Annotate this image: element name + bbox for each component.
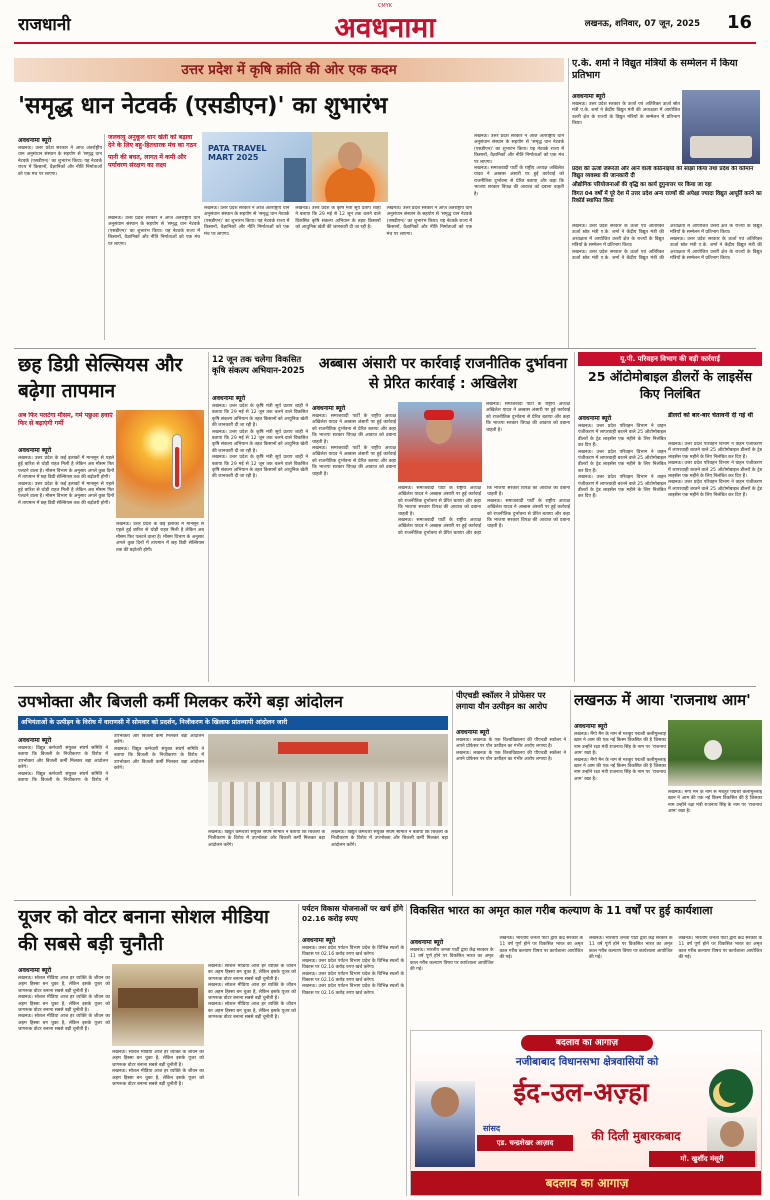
sdn-byline: अवधनामा ब्यूरो	[18, 137, 52, 144]
mango-body: लखनऊ। मैंगो मैन के नाम से मशहूर पद्मश्री कलीमुल्लाह खान ने आम की एक नई किस्म विकसित की है जिसका नाम उन्होंने रक्षा मंत्री राजनाथ सिंह के नाम पर 'राजनाथ आम' रखा है।	[668, 790, 762, 815]
11yrs-lead: लखनऊ। भारतीय जनता पार्टी द्वारा केंद्र सरकार के 11 वर्ष पूर्ण होने पर विकसित भारत का अमृत काल गरीब कल्याण विषय पर कार्यशाला आयोजित की गई।	[678, 936, 762, 961]
dealer-col-rule	[574, 352, 575, 682]
sdn-body-far: लखनऊ। उत्तर प्रदेश सरकार ने आज अंतर्राष्ट्रीय धान अनुसंधान संस्थान के सहयोग से 'समृद्ध धान नेटवर्क (एसडीएन)' का शुभारंभ किया। यह नेटवर्क राज्य में किसानों, वैज्ञानिकों और नीति निर्माताओं को एक मंच पर लाएगा।	[474, 134, 564, 165]
mango-byline: अवधनामा ब्यूरो	[574, 723, 608, 730]
11yrs-lead: लखनऊ। भारतीय जनता पार्टी द्वारा केंद्र सरकार के 11 वर्ष पूर्ण होने पर विकसित भारत का अमृत काल गरीब कल्याण विषय पर कार्यशाला आयोजित की गई।	[499, 936, 583, 961]
masthead-logo: अवधनामा	[334, 11, 436, 40]
protest-headline: उपभोक्ता और बिजली कर्मी मिलकर करेंगे बड़ा आंदोलन	[18, 692, 343, 711]
right-col-rule	[568, 58, 569, 348]
sdn-article-cont	[108, 216, 200, 342]
abbas-body: लखनऊ। समाजवादी पार्टी के राष्ट्रीय अध्यक्ष अखिलेश यादव ने अब्बास अंसारी पर हुई कार्रवाई को राजनीतिक दुर्भावना से प्रेरित बताया और कहा कि भाजपा सरकार विपक्ष की आवाज को दबाना चाहती है।	[486, 402, 570, 433]
protest-body: लखनऊ। विद्युत कर्मचारी संयुक्त संघर्ष समिति ने बताया कि बिजली के निजीकरण के विरोध में उपभोक्ता और बिजली कर्मी मिलकर बड़ा आंदोलन करेंगे।	[208, 830, 325, 848]
11yrs-col-rule	[406, 904, 407, 1196]
tourism-byline: अवधनामा ब्यूरो	[302, 937, 336, 944]
ad-right-name	[649, 1151, 755, 1167]
eid-advertisement	[410, 1030, 762, 1196]
agri-lead: लखनऊ। उत्तर प्रदेश के कृषि मंत्री सूर्य प्रताप शाही ने बताया कि 29 मई से 12 जून तक चलने वाले विकसित कृषि संकल्प अभियान के तहत किसानों को आधुनिक खेती की जानकारी दी जा रही है।	[212, 455, 308, 480]
phd-lead: लखनऊ। लखनऊ के एक विश्वविद्यालय की पीएचडी स्कॉलर ने अपने प्रोफेसर पर यौन उत्पीड़न का गंभीर आरोप लगाया है।	[456, 738, 566, 750]
phd-article	[456, 726, 566, 896]
weather-lead: लखनऊ। उत्तर प्रदेश के कई इलाकों में मानसून से पहले हुई बारिश से थोड़ी राहत मिली है लेकिन अब मौसम फिर पलटने वाला है। मौसम विभाग के अनुसार अगले कुछ दिनों में तापमान में छह डिग्री सेल्सियस तक की बढ़ोतरी होगी।	[18, 456, 114, 481]
abbas-headline: अब्बास अंसारी पर कार्रवाई राजनीतिक दुर्भावना से प्रेरित कार्रवाई : अखिलेश	[318, 356, 568, 392]
ad-top-text: बदलाव का आगाज़	[555, 1038, 619, 1048]
poster-building	[284, 158, 306, 202]
dealer-body: लखनऊ। उत्तर प्रदेश परिवहन विभाग ने वाहन पंजीकरण में लापरवाही बरतने वाले 25 ऑटोमोबाइल डीलरों के ट्रेड लाइसेंस एक महीने के लिए निलंबित कर दिए हैं।	[668, 442, 762, 460]
row-rule-2	[14, 686, 756, 687]
abbas-byline: अवधनामा ब्यूरो	[312, 405, 346, 412]
protest-subhead	[18, 716, 448, 730]
dealer-kicker-text: यू.पी. परिवहन विभाग की बड़ी कार्रवाई	[620, 355, 720, 363]
phd-headline: पीएचडी स्कॉलर ने प्रोफेसर पर लगाया यौन उत्पीड़न का आरोप	[456, 690, 548, 711]
cmyk-marker: CMYK	[377, 3, 393, 9]
ak-headline: ए.के. शर्मा ने विद्युत मंत्रियों के सम्मेलन में किया प्रतिभाग	[572, 58, 738, 81]
ak-photo-people	[690, 136, 752, 158]
sdn-photo-cm	[312, 132, 388, 202]
dealer-article	[578, 412, 666, 682]
voter-article	[18, 964, 110, 1196]
abbas-article-3	[486, 402, 570, 486]
section-label: राजधानी	[18, 15, 71, 35]
dealer-byline: अवधनामा ब्यूरो	[578, 415, 612, 422]
protest-article-2	[208, 830, 448, 896]
agri-byline: अवधनामा ब्यूरो	[212, 395, 246, 402]
dealer-lead: लखनऊ। उत्तर प्रदेश परिवहन विभाग ने वाहन पंजीकरण में लापरवाही बरतने वाले 25 ऑटोमोबाइल डीलरों के ट्रेड लाइसेंस एक महीने के लिए निलंबित कर दिए हैं।	[578, 475, 666, 500]
phd-lead: लखनऊ। लखनऊ के एक विश्वविद्यालय की पीएचडी स्कॉलर ने अपने प्रोफेसर पर यौन उत्पीड़न का गंभीर आरोप लगाया है।	[456, 750, 566, 763]
ad-moon-icon	[709, 1069, 753, 1113]
ad-greeting: ईद-उल-अज़्हा	[513, 1078, 649, 1108]
protest-banner	[278, 742, 368, 754]
ad-constituency: नजीबाबाद विधानसभा क्षेत्रवासियों को	[515, 1056, 659, 1068]
dealer-bullet: डीलरों को बार-बार चेतावनी दी गई थी	[668, 412, 753, 419]
dealer-article-2	[668, 442, 762, 682]
sdn-body: लखनऊ। उत्तर प्रदेश के कृषि मंत्री सूर्य प्रताप शाही ने बताया कि 29 मई से 12 जून तक चलने वाले विकसित कृषि संकल्प अभियान के तहत किसानों को आधुनिक खेती की जानकारी दी जा रही है।	[295, 206, 381, 231]
abbas-body: लखनऊ। समाजवादी पार्टी के राष्ट्रीय अध्यक्ष अखिलेश यादव ने अब्बास अंसारी पर हुई कार्रवाई को राजनीतिक दुर्भावना से प्रेरित बताया और कहा कि भाजपा सरकार विपक्ष की आवाज को दबाना चाहती है।	[487, 498, 570, 530]
11yrs-lead: लखनऊ। भारतीय जनता पार्टी द्वारा केंद्र सरकार के 11 वर्ष पूर्ण होने पर विकसित भारत का अमृत काल गरीब कल्याण विषय पर कार्यशाला आयोजित की गई।	[589, 936, 673, 961]
mango-lead: लखनऊ। मैंगो मैन के नाम से मशहूर पद्मश्री कलीमुल्लाह खान ने आम की एक नई किस्म विकसित की है जिसका नाम उन्होंने रक्षा मंत्री राजनाथ सिंह के नाम पर 'राजनाथ आम' रखा है।	[574, 757, 666, 782]
weather-bullet	[18, 412, 114, 442]
protest-lead: लखनऊ। विद्युत कर्मचारी संयुक्त संघर्ष समिति ने बताया कि बिजली के निजीकरण के विरोध में उपभोक्ता और बिजली कर्मी मिलकर बड़ा आंदोलन करेंगे।	[114, 746, 204, 772]
weather-article	[18, 444, 114, 680]
ak-bullet: विगत 04 वर्षों में पूरे देश में उत्तर प्रदेश अन्य राज्यों की अपेक्षा ज्यादा विद्युत आपूर्ति करने का रिकॉर्ड स्थापित किया	[572, 191, 762, 204]
tourism-col-rule	[298, 904, 299, 1196]
protest-lead: लखनऊ। विद्युत कर्मचारी संयुक्त संघर्ष समिति ने बताया कि बिजली के निजीकरण के विरोध में उपभोक्ता और बिजली कर्मी मिलकर बड़ा आंदोलन करेंगे।	[18, 746, 108, 771]
dealer-lead: लखनऊ। उत्तर प्रदेश परिवहन विभाग ने वाहन पंजीकरण में लापरवाही बरतने वाले 25 ऑटोमोबाइल डीलरों के ट्रेड लाइसेंस एक महीने के लिए निलंबित कर दिए हैं।	[578, 424, 666, 449]
protest-byline: अवधनामा ब्यूरो	[18, 737, 52, 744]
tourism-lead: लखनऊ। उत्तर प्रदेश पर्यटन विभाग प्रदेश के विभिन्न स्थलों के विकास पर 02.16 करोड़ रुपए खर्च करेगा।	[302, 946, 404, 958]
mango-col-rule	[570, 690, 571, 896]
agri-lead: लखनऊ। उत्तर प्रदेश के कृषि मंत्री सूर्य प्रताप शाही ने बताया कि 29 मई से 12 जून तक चलने वाले विकसित कृषि संकल्प अभियान के तहत किसानों को आधुनिक खेती की जानकारी दी जा रही है।	[212, 404, 308, 429]
11yrs-byline: अवधनामा ब्यूरो	[410, 939, 444, 946]
abbas-body: लखनऊ। समाजवादी पार्टी के राष्ट्रीय अध्यक्ष अखिलेश यादव ने अब्बास अंसारी पर हुई कार्रवाई को राजनीतिक दुर्भावना से प्रेरित बताया और कहा कि भाजपा सरकार विपक्ष की आवाज को दबाना चाहती है।	[398, 486, 481, 517]
sdn-headline: 'समृद्ध धान नेटवर्क (एसडीएन)' का शुभारंभ	[18, 93, 388, 119]
ak-body: लखनऊ। उत्तर प्रदेश सरकार के ऊर्जा एवं अतिरिक्त ऊर्जा स्रोत मंत्री ए.के. शर्मा ने केंद्रीय विद्युत मंत्री की अध्यक्षता में आयोजित उत्तरी क्षेत्र के राज्यों के विद्युत मंत्रियों के सम्मेलन में प्रतिभाग किया।	[670, 236, 762, 262]
ak-bullet: औद्योगिक परियोजनाओं की वृद्धि का कार्य दुगुनात्तर पर किया जा रहा	[572, 182, 712, 188]
section-banner	[14, 58, 564, 82]
agri-headline: 12 जून तक चलेगा विकसित कृषि संकल्प अभियान-2025	[212, 354, 305, 375]
cm-head	[338, 142, 362, 170]
mango-lead: लखनऊ। मैंगो मैन के नाम से मशहूर पद्मश्री कलीमुल्लाह खान ने आम की एक नई किस्म विकसित की है जिसका नाम उन्होंने रक्षा मंत्री राजनाथ सिंह के नाम पर 'राजनाथ आम' रखा है।	[574, 732, 666, 757]
tourism-headline: पर्यटन विकास योजनाओं पर खर्च होंगे 02.16 करोड़ रुपए	[302, 904, 403, 923]
abbas-body: लखनऊ। समाजवादी पार्टी के राष्ट्रीय अध्यक्ष अखिलेश यादव ने अब्बास अंसारी पर हुई कार्रवाई को राजनीतिक दुर्भावना से प्रेरित बताया और कहा कि भाजपा सरकार विपक्ष की आवाज को दबाना चाहती है।	[398, 486, 570, 536]
ak-article-2	[572, 224, 762, 342]
protest-photo	[208, 734, 448, 826]
11yrs-article	[410, 936, 762, 1028]
voter-body: लखनऊ। सोशल मीडिया आज हर व्यक्ति के जीवन का अहम हिस्सा बन चुका है, लेकिन इसके यूजर को जागरूक वोटर बनाना सबसे बड़ी चुनौती है।	[208, 1002, 296, 1021]
banner-text: उत्तर प्रदेश में कृषि क्रांति की ओर एक कदम	[181, 62, 397, 78]
abbas-photo	[398, 402, 482, 482]
sdn-body: लखनऊ। उत्तर प्रदेश सरकार ने आज अंतर्राष्ट्रीय धान अनुसंधान संस्थान के सहयोग से 'समृद्ध धान नेटवर्क (एसडीएन)' का शुभारंभ किया। यह नेटवर्क राज्य में किसानों, वैज्ञानिकों और नीति निर्माताओं को एक मंच पर लाएगा।	[386, 206, 472, 237]
ak-photo	[682, 90, 760, 164]
sdn-article	[18, 134, 102, 344]
row-rule-1	[14, 348, 756, 349]
voter-body: लखनऊ। सोशल मीडिया आज हर व्यक्ति के जीवन का अहम हिस्सा बन चुका है, लेकिन इसके यूजर को जागरूक वोटर बनाना सबसे बड़ी चुनौती है।	[208, 964, 296, 982]
sdn-col-rule	[104, 134, 105, 340]
sdn-bullet: जलवायु अनुकूल धान खेती को बढ़ावा देने के लिए बहु-हितधारक मंच का गठन	[108, 134, 197, 149]
voter-panel	[118, 988, 198, 1008]
mango-article	[574, 720, 666, 896]
weather-lead: लखनऊ। उत्तर प्रदेश के कई इलाकों में मानसून से पहले हुई बारिश से थोड़ी राहत मिली है लेकिन अब मौसम फिर पलटने वाला है। मौसम विभाग के अनुसार अगले कुछ दिनों में तापमान में छह डिग्री सेल्सियस तक की बढ़ोतरी होगी।	[18, 481, 114, 506]
sdn-article-far	[474, 134, 564, 342]
sdn-bullet: पानी की बचत, लागत में कमी और पर्यावरण संरक्षण का लक्ष्य	[108, 154, 187, 169]
voter-body: लखनऊ। सोशल मीडिया आज हर व्यक्ति के जीवन का अहम हिस्सा बन चुका है, लेकिन इसके यूजर को जागरूक वोटर बनाना सबसे बड़ी चुनौती है।	[208, 983, 296, 1002]
weather-body: लखनऊ। उत्तर प्रदेश के कई इलाकों में मानसून से पहले हुई बारिश से थोड़ी राहत मिली है लेकिन अब मौसम फिर पलटने वाला है। मौसम विभाग के अनुसार अगले कुछ दिनों में तापमान में छह डिग्री सेल्सियस तक की बढ़ोतरी होगी।	[116, 522, 204, 553]
mango-article-2	[668, 790, 762, 896]
ad-left-name	[477, 1135, 573, 1151]
ad-left-portrait	[415, 1081, 475, 1167]
poster-text: PATA TRAVEL MART 2025	[208, 144, 267, 162]
protest-subhead-text: अभियंताओं के उत्पीड़न के विरोध में वाराणसी में सोमवार को प्रदर्शन, निजीकरण के खिलाफ प्रांतव्यापी आंदोलन जारी	[21, 719, 288, 726]
protest-article	[18, 734, 204, 894]
weather-photo	[116, 410, 204, 518]
weather-bullet-text: अब फिर पलटेगा मौसम, गर्म पछुआ हवाएं फिर से बढ़ाएंगी गर्मी	[18, 412, 113, 427]
ad-left-name-text: एड. चन्द्रशेखर आज़ाद	[496, 1139, 554, 1147]
dealer-body: लखनऊ। उत्तर प्रदेश परिवहन विभाग ने वाहन पंजीकरण में लापरवाही बरतने वाले 25 ऑटोमोबाइल डीलरों के ट्रेड लाइसेंस एक महीने के लिए निलंबित कर दिए हैं।	[668, 480, 762, 499]
weather-headline: छह डिग्री सेल्सियस और बढ़ेगा तापमान	[18, 354, 183, 402]
voter-photo	[112, 964, 204, 1046]
masthead-rule	[14, 42, 756, 44]
weather-byline: अवधनामा ब्यूरो	[18, 447, 52, 454]
abbas-lead: लखनऊ। समाजवादी पार्टी के राष्ट्रीय अध्यक्ष अखिलेश यादव ने अब्बास अंसारी पर हुई कार्रवाई को राजनीतिक दुर्भावना से प्रेरित बताया और कहा कि भाजपा सरकार विपक्ष की आवाज को दबाना चाहती है।	[312, 414, 396, 445]
ak-lead: लखनऊ। उत्तर प्रदेश सरकार के ऊर्जा एवं अतिरिक्त ऊर्जा स्रोत मंत्री ए.के. शर्मा ने केंद्रीय विद्युत मंत्री की अध्यक्षता में आयोजित उत्तरी क्षेत्र के राज्यों के विद्युत मंत्रियों के सम्मेलन में प्रतिभाग किया।	[572, 102, 680, 127]
voter-article-2	[112, 1050, 204, 1196]
page-number: 16	[726, 12, 752, 33]
ad-wish: की दिली मुबारकबाद	[591, 1129, 681, 1143]
ak-body: लखनऊ। उत्तर प्रदेश सरकार के ऊर्जा एवं अतिरिक्त ऊर्जा स्रोत मंत्री ए.के. शर्मा ने केंद्रीय विद्युत मंत्री की अध्यक्षता में आयोजित उत्तरी क्षेत्र के राज्यों के विद्युत मंत्रियों के सम्मेलन में प्रतिभाग किया।	[572, 224, 664, 249]
ad-footer	[411, 1171, 762, 1195]
sdn-body: लखनऊ। उत्तर प्रदेश सरकार ने आज अंतर्राष्ट्रीय धान अनुसंधान संस्थान के सहयोग से 'समृद्ध धान नेटवर्क (एसडीएन)' का शुभारंभ किया। यह नेटवर्क राज्य में किसानों, वैज्ञानिकों और नीति निर्माताओं को एक मंच पर लाएगा।	[204, 206, 290, 237]
11yrs-headline: विकसित भारत का अमृत काल गरीब कल्याण के 11 वर्षों पर हुई कार्यशाला	[410, 904, 713, 917]
weather-article-2	[116, 522, 204, 680]
11yrs-lead: लखनऊ। भारतीय जनता पार्टी द्वारा केंद्र सरकार के 11 वर्ष पूर्ण होने पर विकसित भारत का अमृत काल गरीब कल्याण विषय पर कार्यशाला आयोजित की गई।	[410, 948, 494, 973]
tourism-article	[302, 934, 404, 1196]
voter-body: लखनऊ। सोशल मीडिया आज हर व्यक्ति के जीवन का अहम हिस्सा बन चुका है, लेकिन इसके यूजर को जागरूक वोटर बनाना सबसे बड़ी चुनौती है।	[112, 1069, 204, 1088]
dealer-bullet-box	[668, 412, 762, 440]
row-rule-3	[14, 900, 756, 901]
tourism-lead: लखनऊ। उत्तर प्रदेश पर्यटन विभाग प्रदेश के विभिन्न स्थलों के विकास पर 02.16 करोड़ रुपए खर्च करेगा।	[302, 984, 404, 996]
ak-bullet: प्रदेश की ऊर्जा जरूरतों और आने वाली कठिनाइयों को साझा किया तथा प्रदेश की वर्तमान विद्युत व्यवस्था की जानकारी दी	[572, 166, 754, 179]
abbas-article	[312, 402, 396, 682]
protest-body: लखनऊ। विद्युत कर्मचारी संयुक्त संघर्ष समिति ने बताया कि बिजली के निजीकरण के विरोध में उपभोक्ता और बिजली कर्मी मिलकर बड़ा आंदोलन करेंगे।	[331, 830, 448, 848]
sdn-lead-cont: लखनऊ। उत्तर प्रदेश सरकार ने आज अंतर्राष्ट्रीय धान अनुसंधान संस्थान के सहयोग से 'समृद्ध धान नेटवर्क (एसडीएन)' का शुभारंभ किया। यह नेटवर्क राज्य में किसानों, वैज्ञानिकों और नीति निर्माताओं को एक मंच पर लाएगा।	[108, 216, 200, 247]
mango-headline: लखनऊ में आया 'राजनाथ आम'	[574, 691, 751, 709]
agri-lead: लखनऊ। उत्तर प्रदेश के कृषि मंत्री सूर्य प्रताप शाही ने बताया कि 29 मई से 12 जून तक चलने वाले विकसित कृषि संकल्प अभियान के तहत किसानों को आधुनिक खेती की जानकारी दी जा रही है।	[212, 429, 308, 454]
tourism-lead: लखनऊ। उत्तर प्रदेश पर्यटन विभाग प्रदेश के विभिन्न स्थलों के विकास पर 02.16 करोड़ रुपए खर्च करेगा।	[302, 971, 404, 984]
voter-byline: अवधनामा ब्यूरो	[18, 967, 52, 974]
ak-byline: अवधनामा ब्यूरो	[572, 93, 606, 100]
sdn-bullets	[108, 134, 200, 214]
tourism-lead: लखनऊ। उत्तर प्रदेश पर्यटन विभाग प्रदेश के विभिन्न स्थलों के विकास पर 02.16 करोड़ रुपए खर्च करेगा।	[302, 958, 404, 971]
ak-article	[572, 90, 680, 164]
sdn-lead: लखनऊ। उत्तर प्रदेश सरकार ने आज अंतर्राष्ट्रीय धान अनुसंधान संस्थान के सहयोग से 'समृद्ध धान नेटवर्क (एसडीएन)' का शुभारंभ किया। यह नेटवर्क राज्य में किसानों, वैज्ञानिकों और नीति निर्माताओं को एक मंच पर लाएगा।	[18, 146, 102, 177]
ak-body: लखनऊ। उत्तर प्रदेश सरकार के ऊर्जा एवं अतिरिक्त ऊर्जा स्रोत मंत्री ए.के. शर्मा ने केंद्रीय विद्युत मंत्री की अध्यक्षता में आयोजित उत्तरी क्षेत्र के राज्यों के विद्युत मंत्रियों के सम्मेलन में प्रतिभाग किया।	[572, 224, 762, 262]
mango-man-head	[704, 740, 722, 760]
dealer-kicker	[578, 352, 762, 366]
voter-lead: लखनऊ। सोशल मीडिया आज हर व्यक्ति के जीवन का अहम हिस्सा बन चुका है, लेकिन इसके यूजर को जागरूक वोटर बनाना सबसे बड़ी चुनौती है।	[18, 1014, 110, 1033]
agri-article	[212, 392, 308, 682]
phd-byline: अवधनामा ब्यूरो	[456, 729, 490, 736]
voter-lead: लखनऊ। सोशल मीडिया आज हर व्यक्ति के जीवन का अहम हिस्सा बन चुका है, लेकिन इसके यूजर को जागरूक वोटर बनाना सबसे बड़ी चुनौती है।	[18, 976, 110, 994]
voter-headline: यूजर को वोटर बनाना सोशल मीडिया की सबसे बड़ी चुनौती	[18, 906, 269, 955]
dealer-body: लखनऊ। उत्तर प्रदेश परिवहन विभाग ने वाहन पंजीकरण में लापरवाही बरतने वाले 25 ऑटोमोबाइल डीलरों के ट्रेड लाइसेंस एक महीने के लिए निलंबित कर दिए हैं।	[668, 461, 762, 480]
ad-footer-text: बदलाव का आगाज़	[545, 1176, 629, 1190]
voter-lead: लखनऊ। सोशल मीडिया आज हर व्यक्ति के जीवन का अहम हिस्सा बन चुका है, लेकिन इसके यूजर को जागरूक वोटर बनाना सबसे बड़ी चुनौती है।	[18, 995, 110, 1014]
sdn-photo-poster	[202, 132, 312, 202]
ad-left-title: सांसद	[483, 1124, 501, 1133]
abbas-lead: लखनऊ। समाजवादी पार्टी के राष्ट्रीय अध्यक्ष अखिलेश यादव ने अब्बास अंसारी पर हुई कार्रवाई को राजनीतिक दुर्भावना से प्रेरित बताया और कहा कि भाजपा सरकार विपक्ष की आवाज को दबाना चाहती है।	[312, 446, 396, 477]
abbas-article-2	[398, 486, 570, 682]
ad-top-banner	[521, 1035, 653, 1051]
agri-col-rule	[208, 352, 209, 682]
dealer-headline: 25 ऑटोमोबाइल डीलरों के लाइसेंस किए निलंबित	[588, 369, 752, 401]
thermometer-icon	[172, 434, 182, 490]
voter-body: लखनऊ। सोशल मीडिया आज हर व्यक्ति के जीवन का अहम हिस्सा बन चुका है, लेकिन इसके यूजर को जागरूक वोटर बनाना सबसे बड़ी चुनौती है।	[112, 1050, 204, 1068]
dealer-lead: लखनऊ। उत्तर प्रदेश परिवहन विभाग ने वाहन पंजीकरण में लापरवाही बरतने वाले 25 ऑटोमोबाइल डीलरों के ट्रेड लाइसेंस एक महीने के लिए निलंबित कर दिए हैं।	[578, 449, 666, 474]
dateline: लखनऊ, शनिवार, 07 जून, 2025	[584, 19, 700, 29]
sdn-article-right	[204, 206, 472, 342]
protest-lead: लखनऊ। विद्युत कर्मचारी संयुक्त संघर्ष समिति ने बताया कि बिजली के निजीकरण के विरोध में उपभोक्ता और बिजली कर्मी मिलकर बड़ा आंदोलन करेंगे।	[18, 734, 204, 784]
mango-photo	[668, 720, 762, 786]
phd-col-rule	[452, 690, 453, 896]
voter-article-3	[208, 964, 296, 1196]
sdn-body-far: लखनऊ। समाजवादी पार्टी के राष्ट्रीय अध्यक्ष अखिलेश यादव ने अब्बास अंसारी पर हुई कार्रवाई को राजनीतिक दुर्भावना से प्रेरित बताया और कहा कि भाजपा सरकार विपक्ष की आवाज को दबाना चाहती है।	[474, 166, 564, 197]
protest-crowd	[208, 782, 448, 826]
red-cap	[424, 410, 454, 420]
ak-bullets	[572, 166, 762, 220]
ad-right-name-text: मो. खुर्शीद मंसूरी	[680, 1155, 724, 1163]
